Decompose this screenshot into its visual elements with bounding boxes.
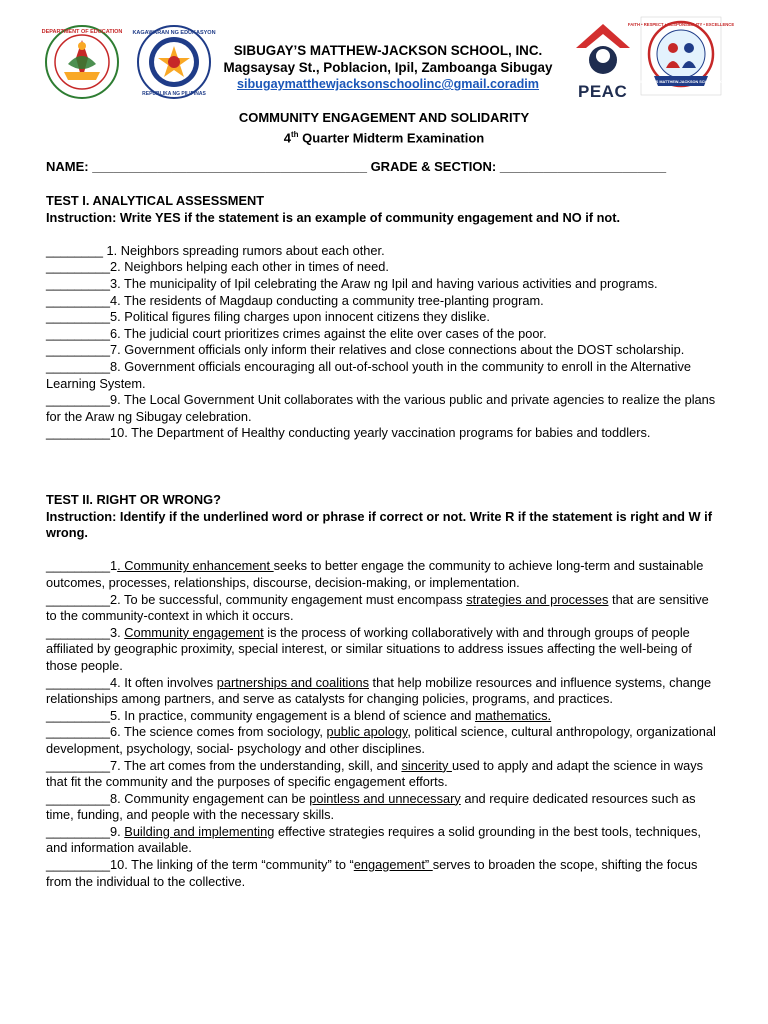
test-1-item[interactable]: _________2. Neighbors helping each other in times of need. xyxy=(46,259,389,275)
test-2-item[interactable] xyxy=(46,857,722,890)
underlined-phrase: Community engagement xyxy=(124,624,264,640)
kagawaran-seal-text: KAGAWARAN NG EDUKASYON xyxy=(132,30,216,36)
exam-title-rest: Quarter Midterm Examination xyxy=(298,130,485,146)
item-text: that help mobilize resources and influence systems, change relationships among partners, and serve as catalysts for changing policies, programs, and practices. xyxy=(46,674,712,707)
test-1-item[interactable]: ________ 1. Neighbors spreading rumors about each other. xyxy=(46,242,385,258)
test-2-item[interactable] xyxy=(46,558,722,591)
peac-logo-icon xyxy=(572,22,634,82)
test-1-title: TEST I. ANALYTICAL ASSESSMENT xyxy=(46,193,265,208)
underlined-phrase: strategies and processes xyxy=(466,591,609,607)
test-2-item[interactable] xyxy=(46,824,722,857)
underlined-phrase: pointless and unnecessary xyxy=(309,790,461,806)
peac-label: PEAC xyxy=(578,82,628,101)
item-text: seeks to better engage the community to achieve long-term and sustainable outcomes, processes, relationships, discourse, decision-making, or implementation. xyxy=(46,558,704,590)
test-1-item[interactable]: _________5. Political figures filing charges upon innocent citizens they dislike. xyxy=(46,309,490,325)
school-info xyxy=(208,42,568,92)
item-text: _________5. In practice, community engagement is a blend of science and xyxy=(46,707,475,723)
item-text: is the process of working collaboratively with and through groups of people affiliated by geographic proximity, special interest, or similar situations to address issues affecting the well-being of those people. xyxy=(46,624,692,673)
exam-quarter-number: 4 xyxy=(283,130,291,146)
item-text: _________2. To be successful, community engagement must encompass xyxy=(46,591,467,607)
test-2-items xyxy=(46,558,722,890)
test-1-item[interactable]: _________10. The Department of Healthy conducting yearly vaccination programs for babies and toddlers. xyxy=(46,425,651,441)
school-seal-text: FAITH • RESPECT • RESPONSIBILITY • EXCELLENCE xyxy=(627,22,735,27)
subject-title: COMMUNITY ENGAGEMENT AND SOLIDARITY xyxy=(238,110,530,125)
test-1-item[interactable]: _________9. The Local Government Unit collaborates with the various public and private agencies to realize the plans for the Araw ng Sibugay celebration. xyxy=(46,392,716,424)
test-2-item[interactable] xyxy=(46,758,722,791)
item-text: effective strategies requires a solid grounding in the best tools, techniques, and information available. xyxy=(46,823,701,856)
test-1-item[interactable]: _________4. The residents of Magdaup conducting a community tree-planting program. xyxy=(46,292,544,308)
underlined-phrase: Building and implementing xyxy=(124,823,275,839)
test-1-instruction: Instruction: Write YES if the statement is an example of community engagement and NO if not. xyxy=(46,209,621,225)
underlined-phrase: engagement” xyxy=(353,857,433,873)
test-1-item[interactable]: _________7. Government officials only inform their relatives and close connections about the DOST scholarship. xyxy=(46,342,685,358)
school-seal-icon xyxy=(627,16,735,96)
deped-seal-text: DEPARTMENT OF EDUCATION xyxy=(41,29,123,35)
test-2-instruction: Instruction: Identify if the underlined word or phrase if correct or not. Write R if the statement is right and W if wrong. xyxy=(46,508,712,541)
test-2-section xyxy=(46,492,722,890)
school-email-link[interactable]: sibugaymatthewjacksonschoolinc@gmail.coradim xyxy=(236,77,540,91)
exam-quarter-suffix: th xyxy=(291,130,299,139)
test-2-item[interactable] xyxy=(46,708,722,725)
item-text: _________4. It often involves xyxy=(46,674,217,690)
deped-seal-icon xyxy=(41,24,123,100)
test-2-title: TEST II. RIGHT OR WRONG? xyxy=(46,492,221,507)
kagawaran-seal-bottom-text: REPUBLIKA NG PILIPINAS xyxy=(142,91,206,97)
item-text: _________1 xyxy=(46,558,118,574)
exam-titles xyxy=(0,109,768,146)
underlined-phrase: partnerships and coalitions xyxy=(216,674,369,690)
test-2-item[interactable] xyxy=(46,675,722,708)
item-text: _________3. xyxy=(46,624,125,640)
test-2-item[interactable] xyxy=(46,625,722,675)
item-text: and require dedicated resources such as time, funding, and people with the necessary skills. xyxy=(46,790,696,823)
name-grade-section-line[interactable]: NAME: ______________________________________ GRADE & SECTION: _______________________ xyxy=(46,159,667,174)
underlined-phrase: . Community enhancement xyxy=(117,558,274,574)
school-name: SIBUGAY’S MATTHEW-JACKSON SCHOOL, INC. xyxy=(233,43,543,58)
item-text: , political science, cultural anthropology, organizational development, psychology, social- psychology and other disciplines. xyxy=(46,724,716,756)
item-text: serves to broaden the scope, shifting the focus from the individual to the collective. xyxy=(46,857,698,889)
school-seal-bottom-text: SIBUGAY'S MATTHEW-JACKSON SCHOOL INC. xyxy=(637,80,725,84)
underlined-phrase: public apology xyxy=(326,724,408,740)
item-text: used to apply and adapt the science in ways that fit the community and the purposes of specific engagement efforts. xyxy=(46,757,704,790)
test-1-item[interactable]: _________3. The municipality of Ipil celebrating the Araw ng Ipil and having various activities and programs. xyxy=(46,275,658,291)
school-address: Magsaysay St., Poblacion, Ipil, Zamboanga Sibugay xyxy=(223,60,553,75)
item-text: _________9. xyxy=(46,823,125,839)
item-text: _________6. The science comes from sociology, xyxy=(46,724,327,740)
test-2-item[interactable] xyxy=(46,791,722,824)
letterhead xyxy=(0,0,768,110)
test-1-item[interactable]: _________6. The judicial court prioritizes crimes against the elite over cases of the poor. xyxy=(46,325,547,341)
underlined-phrase: mathematics. xyxy=(474,707,552,723)
kagawaran-seal-icon xyxy=(132,24,216,100)
item-text: _________8. Community engagement can be xyxy=(46,790,310,806)
underlined-phrase: sincerity xyxy=(401,757,452,773)
item-text: _________7. The art comes from the understanding, skill, and xyxy=(46,757,402,773)
item-text: that are sensitive to the community-context in which it occurs. xyxy=(46,591,709,624)
exam-title xyxy=(0,126,768,146)
test-1-items xyxy=(46,243,722,442)
test-1-item[interactable]: _________8. Government officials encouraging all out-of-school youth in the community to enroll in the Alternative Learning System. xyxy=(46,358,691,391)
test-1-section xyxy=(46,193,722,442)
item-text: _________10. The linking of the term “community” to “ xyxy=(46,857,354,873)
test-2-item[interactable] xyxy=(46,724,722,757)
test-2-item[interactable] xyxy=(46,592,722,625)
